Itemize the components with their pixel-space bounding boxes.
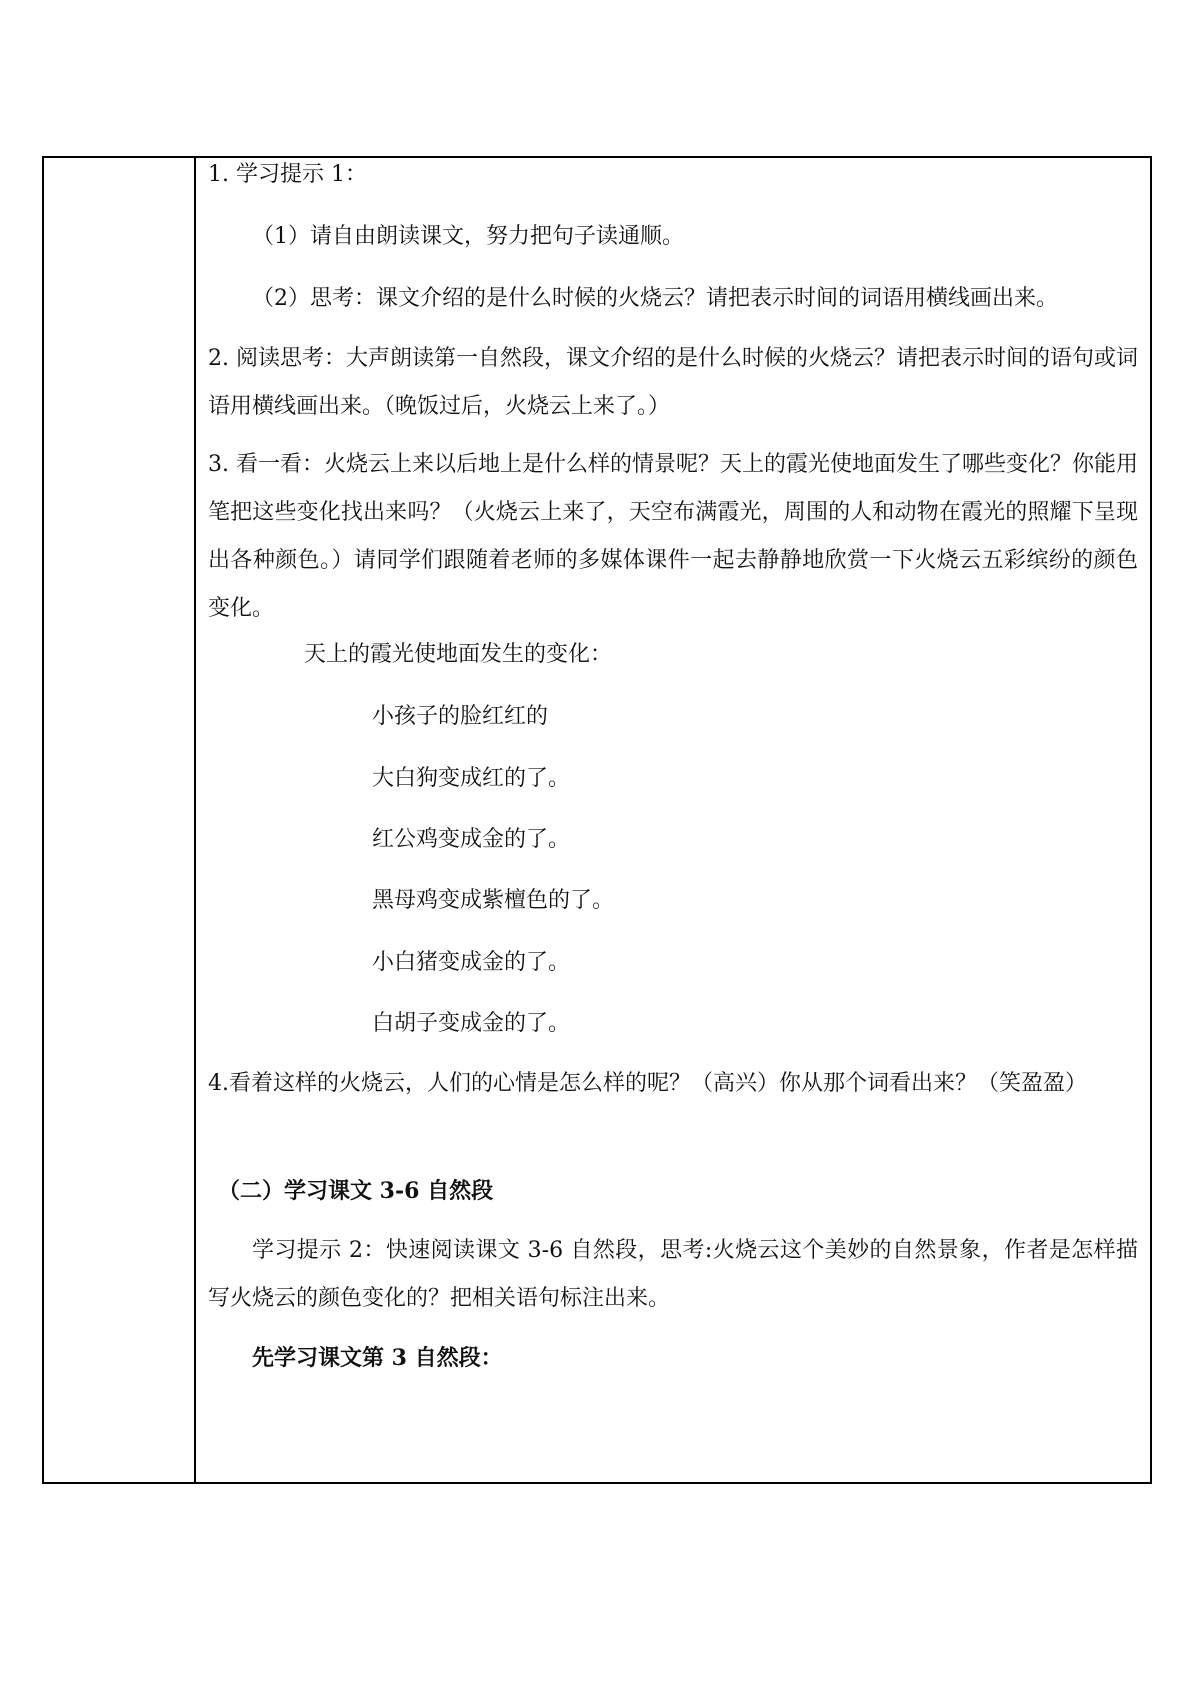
paragraph-3-heading: 先学习课文第 3 自然段：: [252, 1345, 503, 1371]
reading-question-2: 2. 阅读思考：大声朗读第一自然段，课文介绍的是什么时候的火烧云？请把表示时间的语句或词语用横线画出来。（晚饭过后，火烧云上来了。）: [208, 346, 1138, 419]
change-item: 小孩子的脸红红的: [372, 704, 549, 729]
changes-title: 天上的霞光使地面发生的变化：: [304, 642, 613, 667]
section-2-heading: （二）学习课文 3-6 自然段: [218, 1178, 494, 1204]
lesson-table: [42, 156, 1152, 1484]
hint-1-item-2: （2）思考：课文介绍的是什么时候的火烧云？请把表示时间的词语用横线画出来。: [252, 286, 1058, 311]
column-divider: [194, 158, 196, 1482]
mood-question-4: 4.看着这样的火烧云，人们的心情是怎么样的呢？（高兴）你从那个词看出来？（笑盈盈）: [208, 1071, 1087, 1096]
change-item: 白胡子变成金的了。: [372, 1011, 571, 1036]
change-item: 大白狗变成红的了。: [372, 766, 571, 791]
change-item: 黑母鸡变成紫檀色的了。: [372, 888, 615, 913]
left-empty-cell: [44, 158, 194, 1482]
hint-2-paragraph: 学习提示 2：快速阅读课文 3-6 自然段，思考:火烧云这个美妙的自然景象，作者是怎样描写火烧云的颜色变化的？把相关语句标注出来。: [208, 1238, 1138, 1311]
change-item: 红公鸡变成金的了。: [372, 827, 571, 852]
hint-1-heading: 1. 学习提示 1：: [208, 162, 367, 187]
change-item: 小白猪变成金的了。: [372, 950, 571, 975]
observe-question-3: 3. 看一看：火烧云上来以后地上是什么样的情景呢？天上的霞光使地面发生了哪些变化？你能用笔把这些变化找出来吗？（火烧云上来了，天空布满霞光，周围的人和动物在霞光的照耀下呈现出各种颜色。）请同学们跟随着老师的多媒体课件一起去静静地欣赏一下火烧云五彩缤纷的颜色变化。: [208, 452, 1138, 621]
hint-1-item-1: （1）请自由朗读课文，努力把句子读通顺。: [252, 224, 684, 249]
